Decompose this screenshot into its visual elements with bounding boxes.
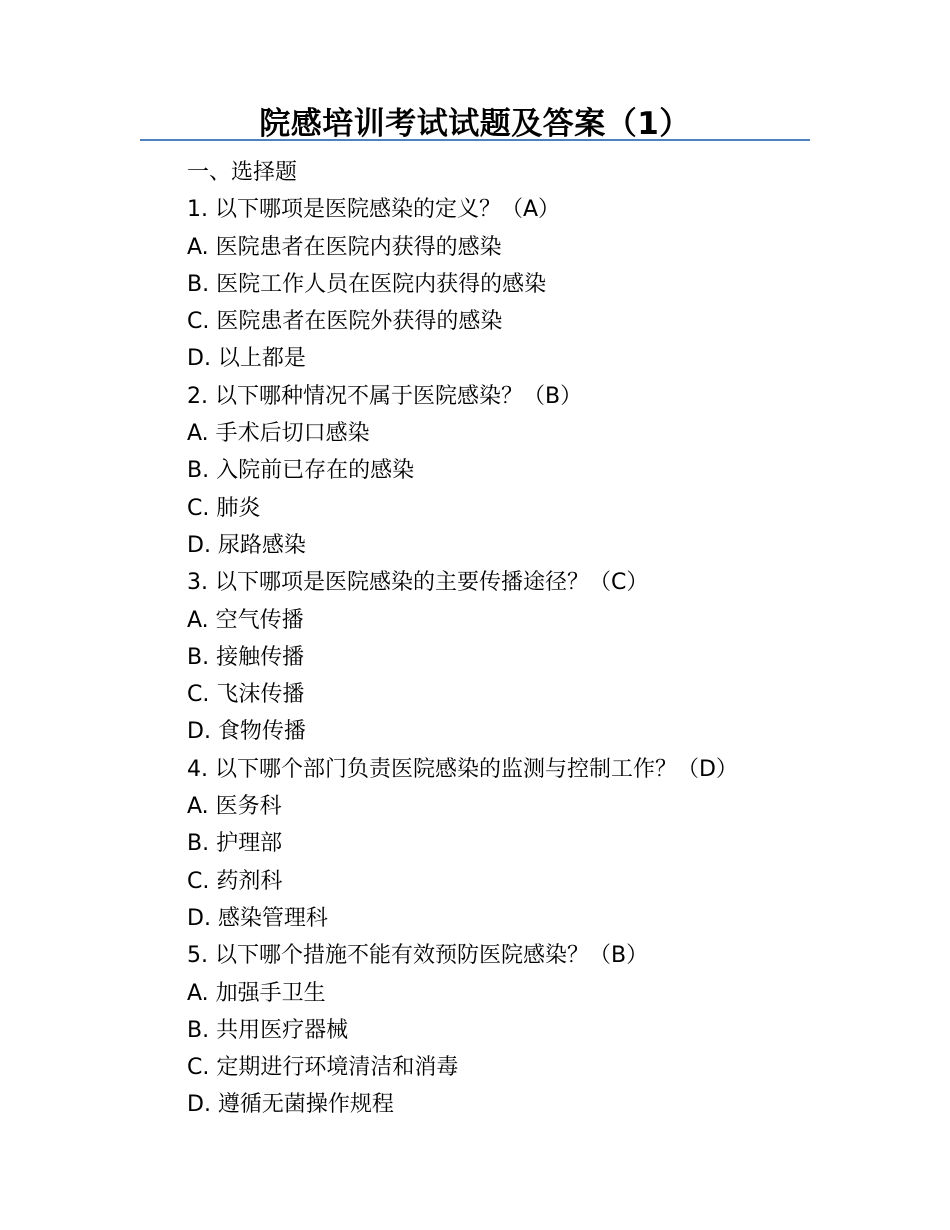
question-block-3 [187, 564, 887, 750]
question-text: 4. 以下哪个部门负责医院感染的监测与控制工作？（D） [187, 756, 738, 782]
question-block-4 [187, 751, 887, 937]
option-c: C. 医院患者在医院外获得的感染 [187, 309, 503, 335]
option-a: A. 手术后切口感染 [187, 421, 370, 447]
option-c: C. 药剂科 [187, 868, 283, 894]
option-b: B. 医院工作人员在医院内获得的感染 [187, 271, 547, 297]
title-underline [140, 139, 810, 141]
document-body [187, 154, 887, 1124]
option-a: A. 空气传播 [187, 607, 304, 633]
question-text: 2. 以下哪种情况不属于医院感染？（B） [187, 383, 583, 409]
question-text: 1. 以下哪项是医院感染的定义？（A） [187, 197, 561, 223]
option-d: D. 食物传播 [187, 719, 306, 745]
question-block-1 [187, 191, 887, 377]
option-b: B. 护理部 [187, 831, 283, 857]
option-a: A. 医院患者在医院内获得的感染 [187, 234, 502, 260]
option-b: B. 接触传播 [187, 644, 305, 670]
option-c: C. 飞沫传播 [187, 682, 305, 708]
option-d: D. 遵循无菌操作规程 [187, 1092, 394, 1118]
option-a: A. 医务科 [187, 794, 282, 820]
question-block-5 [187, 937, 887, 1123]
option-d: D. 以上都是 [187, 346, 306, 372]
question-text: 5. 以下哪个措施不能有效预防医院感染？（B） [187, 943, 649, 969]
option-c: C. 定期进行环境清洁和消毒 [187, 1055, 459, 1081]
option-b: B. 共用医疗器械 [187, 1017, 349, 1043]
option-d: D. 尿路感染 [187, 532, 306, 558]
option-a: A. 加强手卫生 [187, 980, 326, 1006]
question-text: 3. 以下哪项是医院感染的主要传播途径？（C） [187, 570, 649, 596]
option-c: C. 肺炎 [187, 495, 261, 521]
question-block-2 [187, 378, 887, 564]
option-d: D. 感染管理科 [187, 905, 328, 931]
document-title: 院感培训考试试题及答案（1） [259, 106, 691, 142]
section-heading: 一、选择题 [187, 160, 298, 185]
option-b: B. 入院前已存在的感染 [187, 458, 415, 484]
